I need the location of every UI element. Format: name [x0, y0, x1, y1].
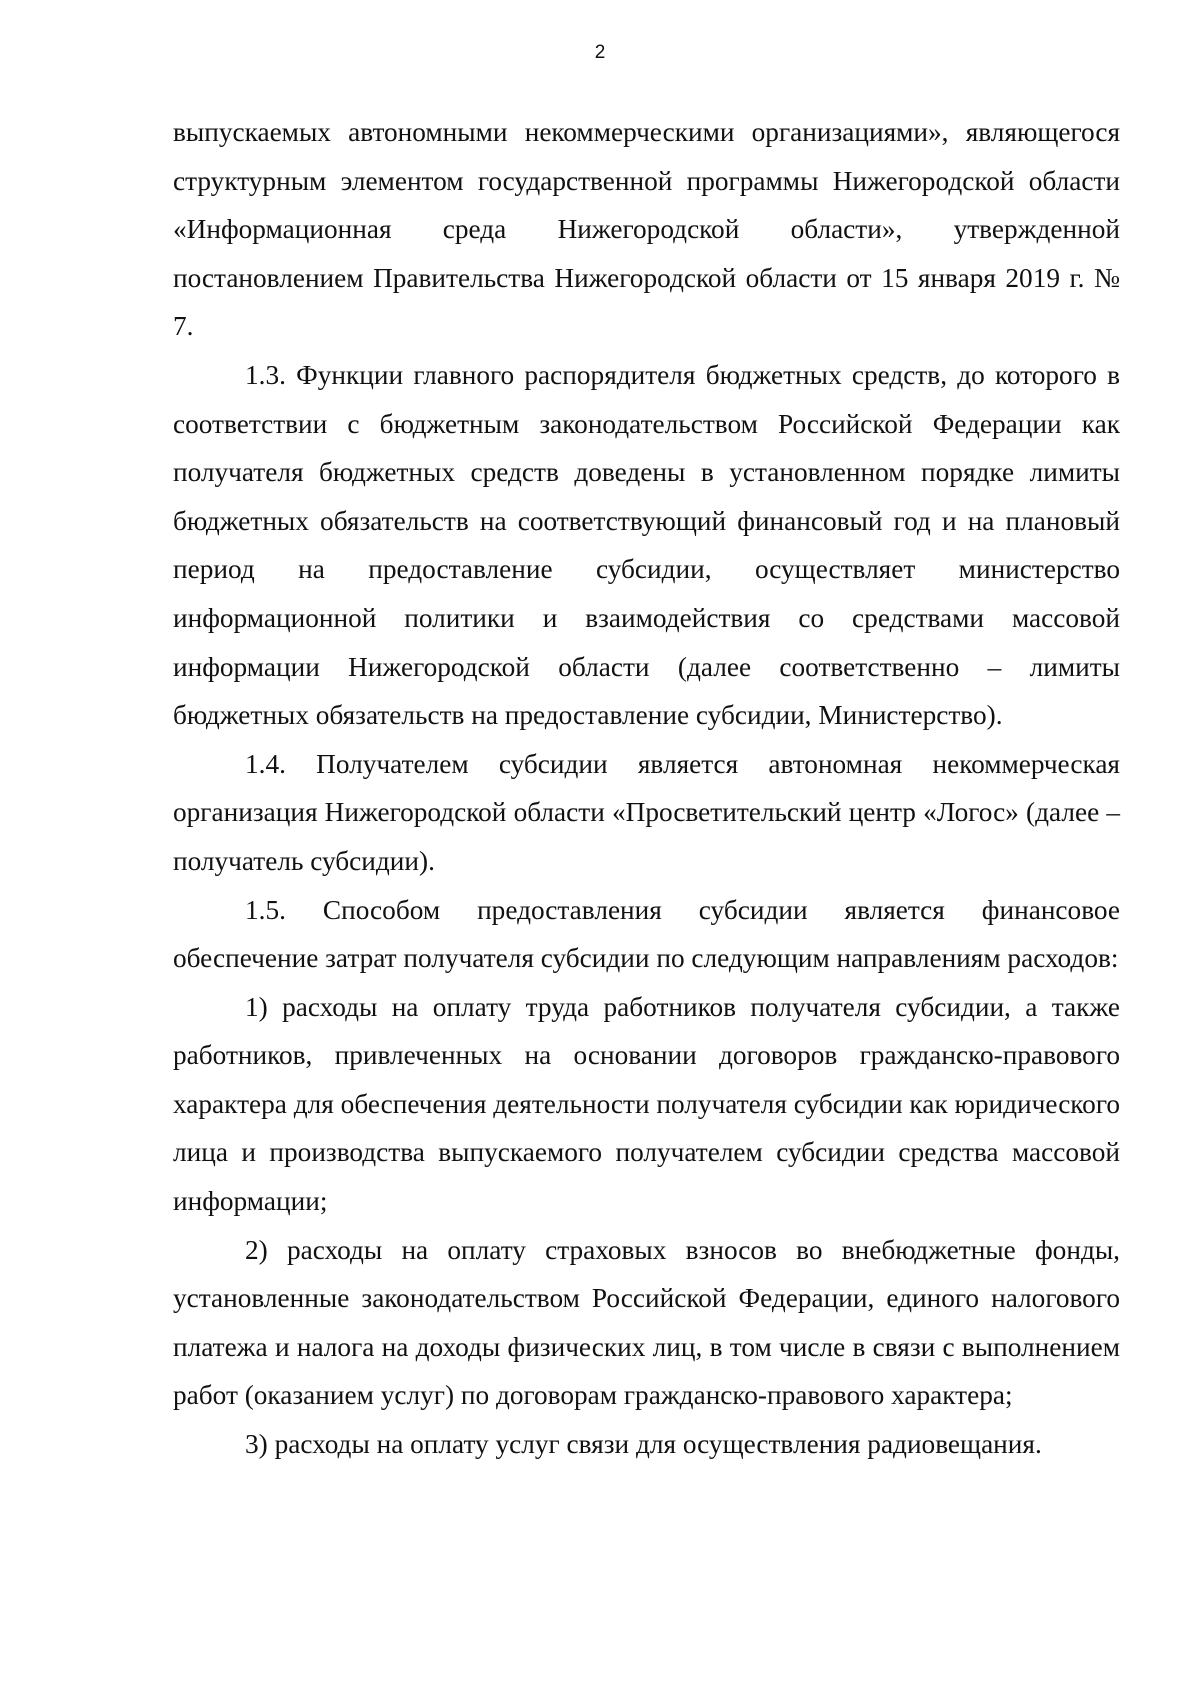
page-number: 2	[594, 42, 606, 63]
paragraph-1-4: 1.4. Получателем субсидии является автономная некоммерческая организация Нижегородской области «Просветительский центр «Логос» (далее – получатель субсидии).	[173, 748, 1120, 876]
list-item-2: 2) расходы на оплату страховых взносов во внебюджетные фонды, установленные законодательством Российской Федерации, единого налогового платежа и налога на доходы физических лиц, в том числе в связи с выполнением работ (оказанием услуг) по договорам гражданско-правового характера;	[173, 1234, 1120, 1411]
paragraph-continuation: выпускаемых автономными некоммерческими организациями», являющегося структурным элементом государственной программы Нижегородской области «Информационная среда Нижегородской области», утвержденной постановлением Правительства Нижегородской области от 15 января 2019 г. № 7.	[173, 117, 1120, 342]
paragraph-1-3: 1.3. Функции главного распорядителя бюджетных средств, до которого в соответствии с бюджетным законодательством Российской Федерации как получателя бюджетных средств доведены в установленном порядке лимиты бюджетных обязательств на соответствующий финансовый год и на плановый период на предоставление субсидии, осуществляет министерство информационной политики и взаимодействия со средствами массовой информации Нижегородской области (далее соответственно – лимиты бюджетных обязательств на предоставление субсидии, Министерство).	[173, 359, 1120, 731]
list-item-1: 1) расходы на оплату труда работников получателя субсидии, а также работников, привлеченных на основании договоров гражданско-правового характера для обеспечения деятельности получателя субсидии как юридического лица и производства выпускаемого получателем субсидии средства массовой информации;	[173, 991, 1120, 1217]
list-item-3: 3) расходы на оплату услуг связи для осуществления радиовещания.	[245, 1429, 1042, 1460]
document-body	[173, 108, 1120, 1469]
paragraph-1-5: 1.5. Способом предоставления субсидии является финансовое обеспечение затрат получателя субсидии по следующим направлениям расходов:	[173, 894, 1120, 974]
